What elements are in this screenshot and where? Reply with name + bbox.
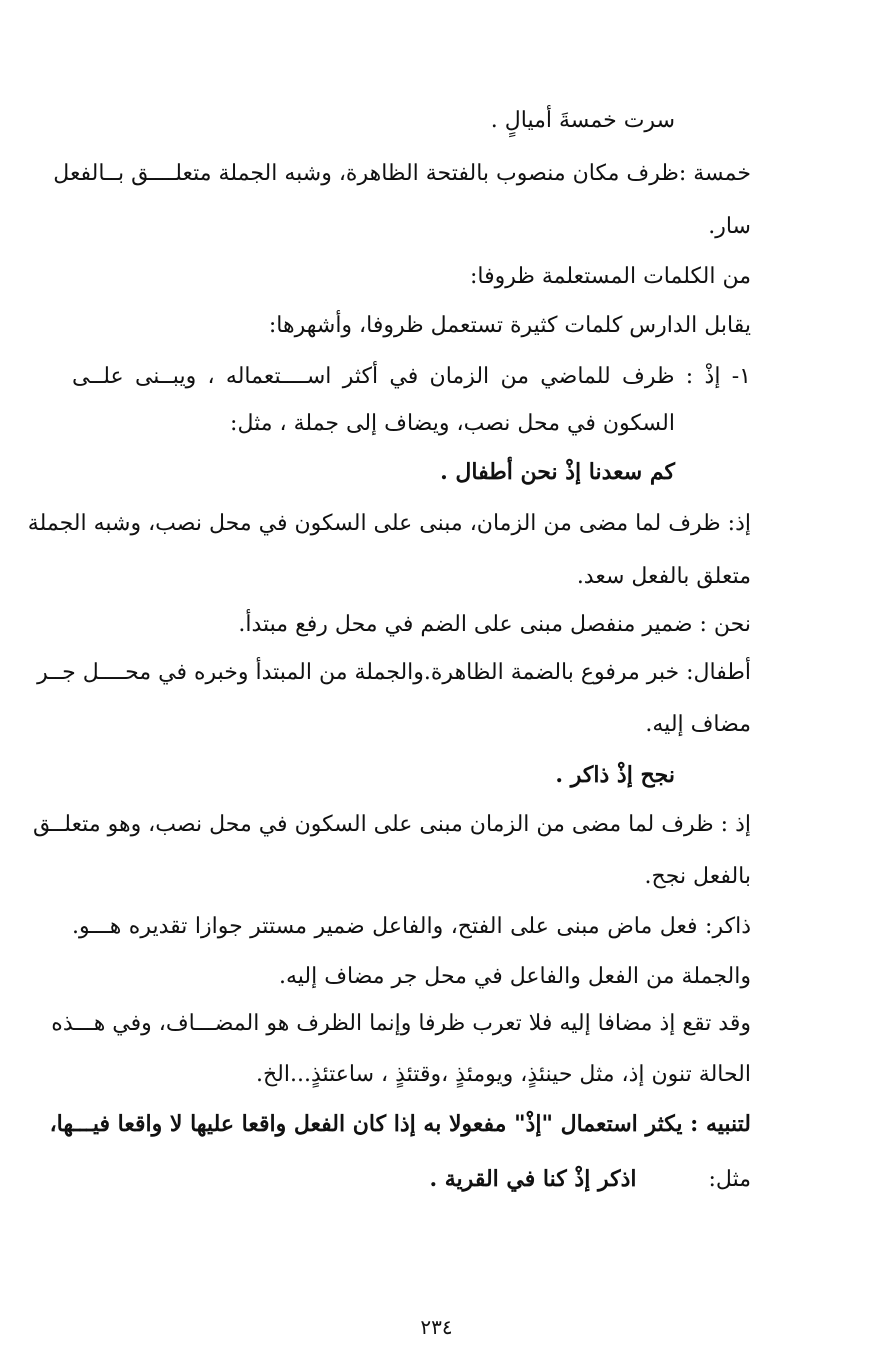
intro-line: يقابل الدارس كلمات كثيرة تستعمل ظروفا، وأشهرها: [268,313,751,338]
example-sentence-3: نجح إذْ ذاكر . [555,762,675,788]
example-sentence-1: سرت خمسةَ أميالٍ . [490,108,675,133]
parsing-line: بالفعل نجح. [644,864,751,889]
example-sentence-2: كم سعدنا إذْ نحن أطفال . [440,459,675,485]
list-item-1: ١- إذْ : ظرف للماضي من الزمان في أكثر اســــتعماله ، ويبــنى علــى [72,364,751,389]
parsing-line: مضاف إليه. [645,712,751,737]
parsing-line: ذاكر: فعل ماض مبنى على الفتح، والفاعل ضمير مستتر جوازا تقديره هـــو. [72,914,751,939]
attention-note: لتنبيه : يكثر استعمال "إذْ" مفعولا به إذا كان الفعل واقعا عليها لا واقعا فيـــها، [49,1111,751,1137]
parsing-line: نحن : ضمير منفصل مبنى على الضم في محل رفع مبتدأ. [238,612,751,637]
parsing-line: إذ: ظرف لما مضى من الزمان، مبنى على السكون في محل نصب، وشبه الجملة [27,511,751,536]
parsing-line: سار. [708,214,751,239]
parsing-line: أطفال: خبر مرفوع بالضمة الظاهرة.والجملة من المبتدأ وخبره في محــــل جــر [37,660,751,685]
list-item-1-continuation: السكون في محل نصب، ويضاف إلى جملة ، مثل: [230,411,675,436]
page-number: ٢٣٤ [420,1315,453,1339]
section-heading: من الكلمات المستعلمة ظروفا: [469,264,751,289]
example-label: مثل: [708,1167,751,1192]
note-line: وقد تقع إذ مضافا إليه فلا تعرب ظرفا وإنما الظرف هو المضـــاف، وفي هـــذه [51,1011,751,1036]
example-sentence-4: اذكر إذْ كنا في القرية . [429,1166,637,1192]
note-line: الحالة تنون إذ، مثل حينئذٍ، ويومئذٍ ،وقتئذٍ ، ساعتئذٍ...الخ. [255,1062,751,1087]
parsing-line: خمسة :ظرف مكان منصوب بالفتحة الظاهرة، وشبه الجملة متعلــــق بــالفعل [53,161,751,186]
parsing-line: والجملة من الفعل والفاعل في محل جر مضاف إليه. [278,964,751,989]
parsing-line: متعلق بالفعل سعد. [576,564,751,589]
parsing-line: إذ : ظرف لما مضى من الزمان مبنى على السكون في محل نصب، وهو متعلــق [33,812,751,837]
example-row [72,1162,751,1197]
